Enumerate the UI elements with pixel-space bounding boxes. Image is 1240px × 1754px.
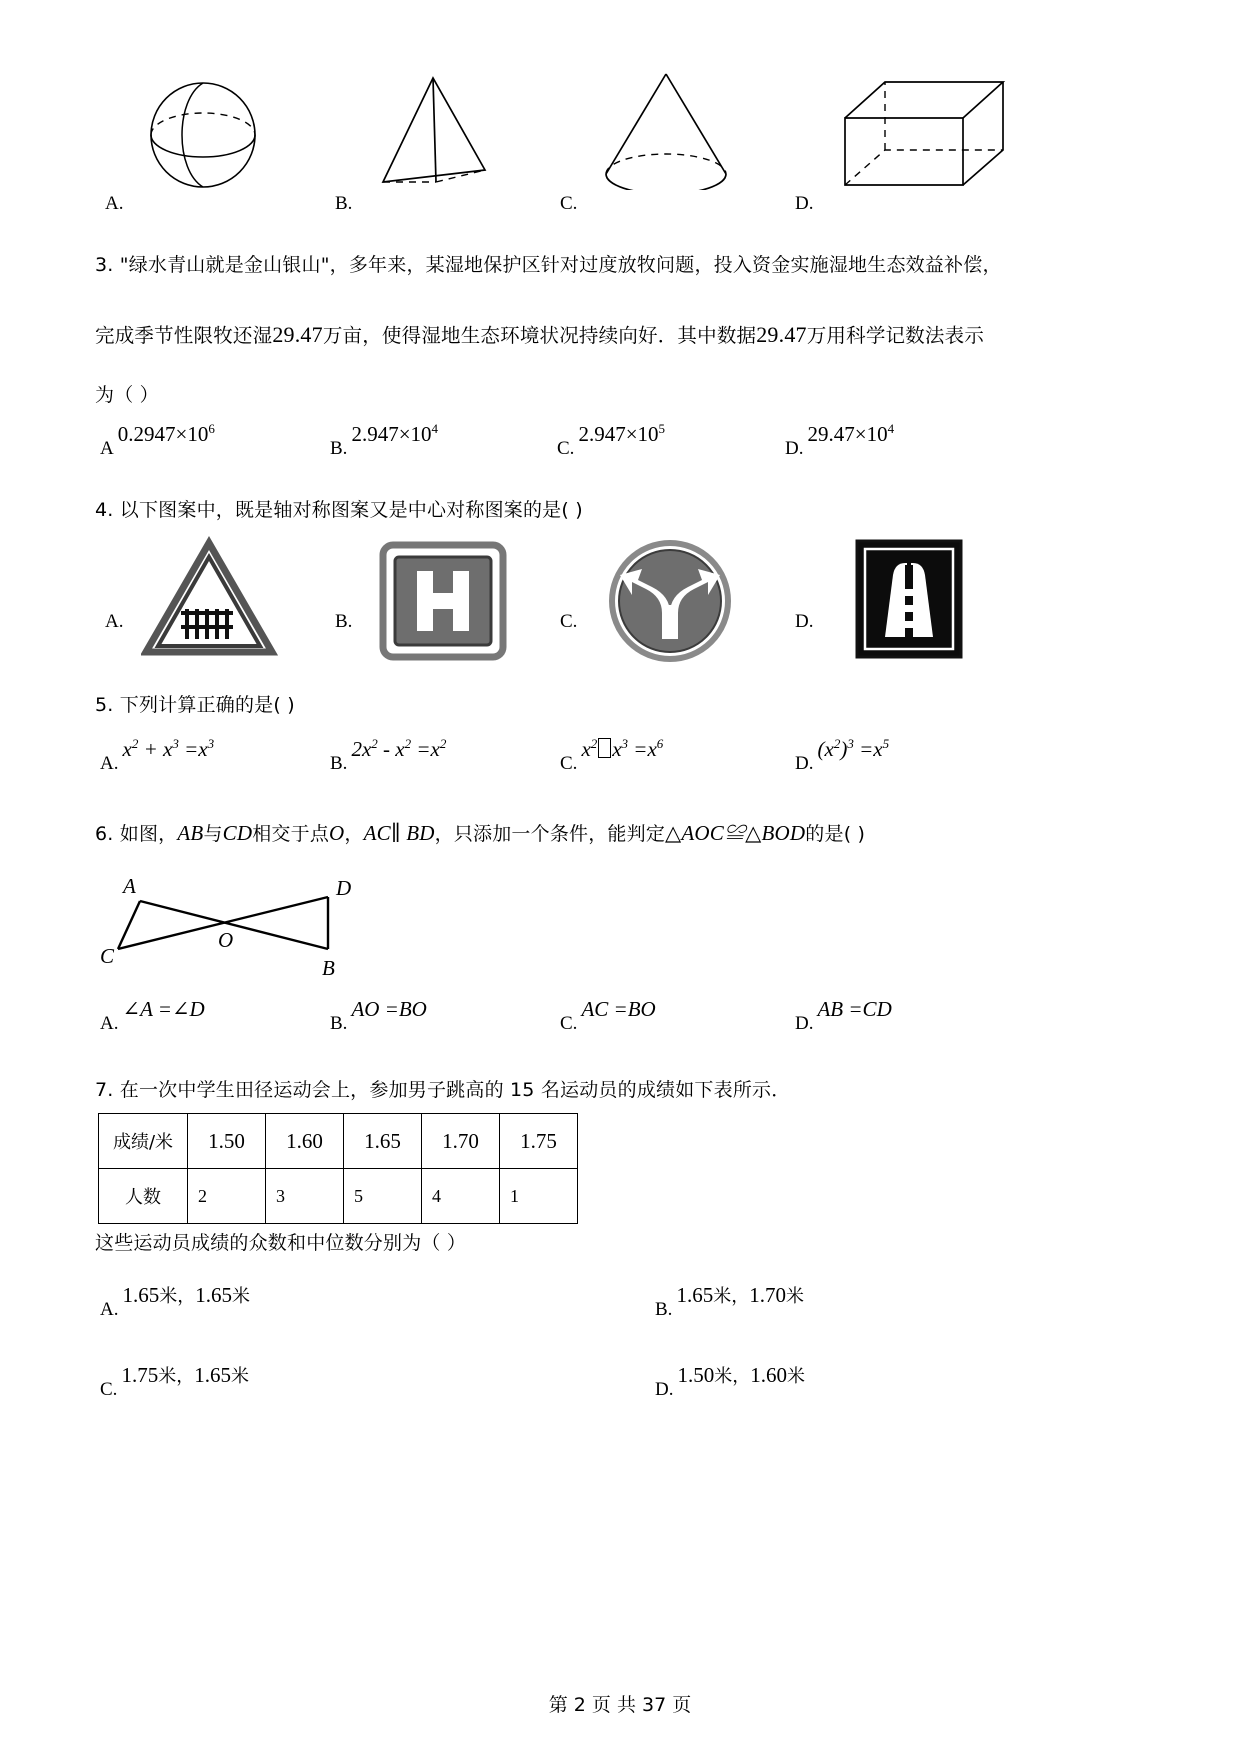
q5-option-b-expression: $2x^2 - x^2 =x^2$ xyxy=(351,736,447,761)
option-label-d: D. xyxy=(795,753,814,774)
q3-options-row xyxy=(95,421,1145,471)
q6-question-text xyxy=(95,817,865,847)
q5-option-b[interactable] xyxy=(330,736,447,774)
q3-line-2 xyxy=(95,320,984,348)
q6-text-p2: 与 xyxy=(203,823,223,845)
q7-prompt: 这些运动员成绩的众数和中位数分别为（ ） xyxy=(95,1232,467,1254)
fork-arrows-round-sign-icon xyxy=(602,535,742,670)
q6-option-a[interactable] xyxy=(100,997,205,1034)
q6-option-b-expression: AO =BO xyxy=(351,997,427,1021)
figure-label-a: A xyxy=(123,875,136,898)
q7-options-row-1 xyxy=(95,1285,1145,1331)
q2-option-b[interactable] xyxy=(335,60,585,220)
score-cell: 1.65 xyxy=(344,1114,422,1169)
q6-parallel-symbol: ∥ xyxy=(390,821,401,845)
q3-option-a[interactable] xyxy=(100,421,215,459)
q6-option-c-expression: AC =BO xyxy=(581,997,656,1021)
score-cell: 1.50 xyxy=(188,1114,266,1169)
q6-option-c[interactable] xyxy=(560,997,656,1034)
q6-option-d-expression: AB =CD xyxy=(817,997,892,1021)
q7-option-c[interactable] xyxy=(100,1363,249,1400)
q4-option-b[interactable] xyxy=(335,535,585,675)
q3-option-d[interactable] xyxy=(785,421,895,459)
q5-options-row xyxy=(95,736,1145,786)
q3-line-3: 为（ ） xyxy=(95,384,159,406)
missing-glyph-box xyxy=(598,738,611,758)
q3-option-a-value: $0.2947\times 10^6$ xyxy=(117,421,215,446)
option-label-a: A. xyxy=(100,1299,119,1320)
hospital-h-square-sign-icon xyxy=(373,535,513,670)
q5-option-a[interactable] xyxy=(100,736,215,774)
q6-seg-cd: CD xyxy=(222,821,253,845)
q2-option-c[interactable] xyxy=(560,60,820,220)
option-label-c: C. xyxy=(560,193,578,214)
q7-option-b-value: 1.65米，1.70米 xyxy=(676,1283,804,1307)
option-label-b: B. xyxy=(330,1013,348,1034)
score-cell: 1.60 xyxy=(266,1114,344,1169)
count-cell: 5 xyxy=(344,1169,422,1224)
q5-option-c-expression: $x^2$ $x^3 =x^6$ xyxy=(581,736,664,761)
q7-option-b[interactable] xyxy=(655,1283,804,1320)
q6-text-p1: 6. 如图， xyxy=(95,823,178,845)
q6-seg-ac: AC xyxy=(363,821,391,845)
row-header-score: 成绩/米 xyxy=(99,1114,188,1169)
page-footer: 第 2 页 共 37 页 xyxy=(548,1694,692,1716)
option-label-a: A. xyxy=(105,193,124,214)
option-label-d: D. xyxy=(785,438,804,459)
q6-point-o: O xyxy=(329,821,345,845)
count-cell: 3 xyxy=(266,1169,344,1224)
q5-question-text: 5. 下列计算正确的是( ) xyxy=(95,694,295,716)
unit-label: 米 xyxy=(231,1286,250,1307)
option-label-d: D. xyxy=(795,1013,814,1034)
q6-option-b[interactable] xyxy=(330,997,427,1034)
q6-text-p4: ， xyxy=(344,823,364,845)
cone-icon xyxy=(588,60,758,195)
unit-label: 米 xyxy=(230,1366,249,1387)
q6-geometry-figure xyxy=(100,875,390,980)
q4-option-a[interactable] xyxy=(105,535,355,675)
q4-question-text: 4. 以下图案中，既是轴对称图案又是中心对称图案的是( ) xyxy=(95,499,583,521)
count-cell: 1 xyxy=(500,1169,578,1224)
option-label-b: B. xyxy=(330,753,348,774)
cuboid-icon xyxy=(833,60,1023,195)
option-label-b: B. xyxy=(335,193,353,214)
q5-option-c[interactable] xyxy=(560,736,664,774)
sphere-icon xyxy=(133,60,283,195)
option-label-c: C. xyxy=(560,611,578,632)
option-label-a: A xyxy=(100,438,114,459)
option-label-b: B. xyxy=(335,611,353,632)
q7-option-c-value: 1.75米，1.65米 xyxy=(121,1363,249,1387)
figure-label-d: D xyxy=(336,876,352,900)
count-cell: 4 xyxy=(422,1169,500,1224)
count-cell: 2 xyxy=(188,1169,266,1224)
unit-label: 米 xyxy=(785,1286,804,1307)
q3-line2-part1: 完成季节性限牧还湿 xyxy=(95,324,273,347)
unit-label: 米 xyxy=(786,1366,805,1387)
q5-option-d[interactable] xyxy=(795,736,890,774)
q6-text-p5: ，只添加一个条件，能判定 xyxy=(434,823,666,845)
q7-options-row-2 xyxy=(95,1365,1145,1411)
q3-option-c-value: $2.947\times 10^5$ xyxy=(578,421,666,446)
option-label-c: C. xyxy=(560,753,578,774)
q6-options-row xyxy=(95,997,1145,1046)
q5-option-d-expression: $(x^2)^3 =x^5$ xyxy=(817,736,890,761)
q6-seg-ab: AB xyxy=(177,821,204,845)
table-row-scores xyxy=(99,1114,578,1169)
q4-option-d[interactable] xyxy=(795,535,1095,675)
q6-seg-bd: BD xyxy=(406,821,435,845)
q7-option-d-value: 1.50米，1.60米 xyxy=(677,1363,805,1387)
option-label-c: C. xyxy=(560,1013,578,1034)
q7-option-a-value: 1.65米，1.65米 xyxy=(122,1283,250,1307)
table-row-counts xyxy=(99,1169,578,1224)
option-label-b: B. xyxy=(655,1299,673,1320)
q3-line-1: 3. "绿水青山就是金山银山"，多年来，某湿地保护区针对过度放牧问题，投入资金实施湿地生态效益补偿， xyxy=(95,254,1002,276)
motorway-black-sign-icon xyxy=(841,535,981,670)
q4-option-c[interactable] xyxy=(560,535,820,675)
unit-label: 米 xyxy=(159,1286,178,1307)
option-label-d: D. xyxy=(795,611,814,632)
q5-option-a-expression: $x^2 + x^3 =x^3$ xyxy=(122,736,215,761)
q3-line2-part3: 万用科学记数法表示 xyxy=(806,324,985,347)
unit-label: 米 xyxy=(158,1366,177,1387)
q3-option-c[interactable] xyxy=(557,421,666,459)
score-cell: 1.70 xyxy=(422,1114,500,1169)
option-label-a: A. xyxy=(100,753,119,774)
option-label-a: A. xyxy=(100,1013,119,1034)
unit-label: 米 xyxy=(713,1286,732,1307)
q6-text-p6: 的是( ) xyxy=(805,823,866,845)
unit-label: 米 xyxy=(714,1366,733,1387)
q2-shape-options-row xyxy=(95,60,1145,220)
q2-option-d[interactable] xyxy=(795,60,1095,220)
q3-option-d-value: $29.47\times 10^4$ xyxy=(807,421,895,446)
q6-congruence: △AOC≌△BOD xyxy=(665,821,806,845)
q6-option-a-expression: ∠A =∠D xyxy=(122,997,205,1021)
option-label-a: A. xyxy=(105,611,124,632)
q3-line2-part2: 万亩，使得湿地生态环境状况持续向好．其中数据 xyxy=(322,324,757,347)
q3-option-b-value: $2.947\times 10^4$ xyxy=(351,421,439,446)
row-header-count: 人数 xyxy=(99,1169,188,1224)
q7-option-d[interactable] xyxy=(655,1363,805,1400)
option-label-c: C. xyxy=(100,1379,118,1400)
q7-option-a[interactable] xyxy=(100,1283,250,1320)
railway-crossing-triangle-sign-icon xyxy=(141,535,281,670)
score-cell: 1.75 xyxy=(500,1114,578,1169)
q4-icon-options-row xyxy=(95,535,1145,675)
figure-label-b: B xyxy=(322,956,335,980)
q3-option-b[interactable] xyxy=(330,421,439,459)
figure-label-c: C xyxy=(100,944,115,968)
q6-option-d[interactable] xyxy=(795,997,892,1034)
option-label-d: D. xyxy=(655,1379,674,1400)
figure-label-o: O xyxy=(218,928,234,952)
option-label-d: D. xyxy=(795,193,814,214)
option-label-c: C. xyxy=(557,438,575,459)
q6-text-p3: 相交于点 xyxy=(252,823,330,845)
q2-option-a[interactable] xyxy=(105,60,355,220)
tetrahedron-icon xyxy=(363,60,513,195)
q3-number-2: 29.47 xyxy=(756,322,807,347)
q7-question-text: 7. 在一次中学生田径运动会上，参加男子跳高的 15 名运动员的成绩如下表所示． xyxy=(95,1079,791,1101)
option-label-b: B. xyxy=(330,438,348,459)
q3-number-1: 29.47 xyxy=(272,322,323,347)
q7-data-table xyxy=(98,1113,578,1224)
